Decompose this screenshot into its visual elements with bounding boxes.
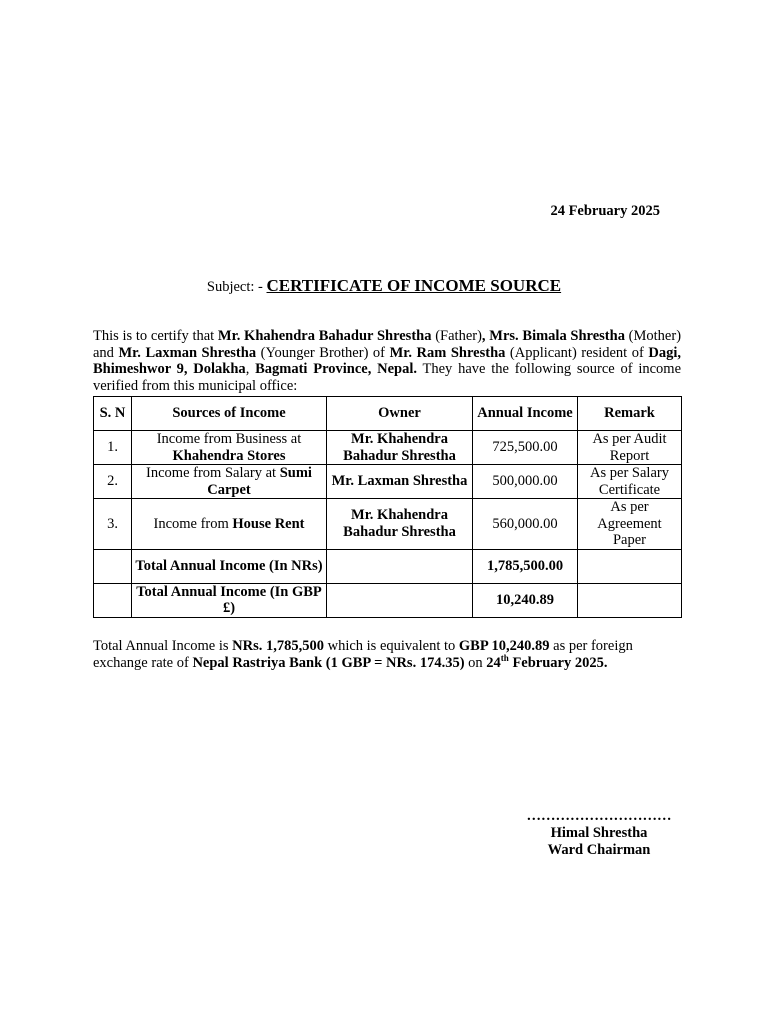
row-source (132, 499, 327, 550)
summary-text-3: as per foreign exchange rate of (93, 638, 633, 671)
summary-day-suffix: th (500, 653, 509, 664)
signatory-title: Ward Chairman (547, 842, 651, 858)
table-row (94, 465, 682, 499)
row-owner (327, 499, 473, 550)
row-source (132, 431, 327, 465)
subject-title: CERTIFICATE OF INCOME SOURCE (266, 276, 562, 295)
total-row-nrs (94, 549, 682, 583)
total-value: 1,785,500.00 (473, 549, 578, 583)
summary-text-1: Total Annual Income is (93, 638, 233, 654)
intro-comma-2: , (245, 361, 256, 377)
row-sn: 2. (94, 465, 132, 499)
subject-prefix: Subject: - (206, 279, 267, 295)
total-row-gbp (94, 583, 682, 617)
row-owner-name: Mr. Khahendra Bahadur Shrestha (343, 431, 456, 464)
row-remark: As per Audit Report (578, 431, 682, 465)
row-remark: As per Salary Certificate (578, 465, 682, 499)
header-remark: Remark (578, 397, 682, 431)
total-label: Total Annual Income (In GBP £) (132, 583, 327, 617)
summary-bank: Nepal Rastriya Bank (1 GBP = NRs. 174.35) (192, 655, 465, 671)
row-remark: As per Agreement Paper (578, 499, 682, 550)
father-relation: (Father) (431, 328, 482, 344)
summary-day: 24 (486, 655, 501, 671)
row-income: 725,500.00 (473, 431, 578, 465)
total-remark-empty (578, 583, 682, 617)
father-name: Mr. Khahendra Bahadur Shrestha (217, 328, 432, 344)
total-sn-empty (94, 549, 132, 583)
summary-text-2: which is equivalent to (323, 638, 459, 654)
address-line-2: Bagmati Province, Nepal. (255, 361, 417, 377)
mother-name: Mrs. Bimala Shrestha (489, 328, 625, 344)
table-row (94, 499, 682, 550)
mother-relation: (Mother) and (93, 328, 682, 361)
applicant-relation: (Applicant) resident of (505, 344, 649, 361)
address-line-1: Dagi, Bhimeshwor 9, Dolakha (93, 344, 681, 377)
applicant-name: Mr. Ram Shrestha (389, 344, 506, 361)
table-header-row (94, 397, 682, 431)
row-source-bold: Sumi Carpet (207, 465, 312, 498)
header-owner: Owner (327, 397, 473, 431)
summary-gbp: GBP 10,240.89 (458, 638, 550, 654)
row-source-bold: House Rent (232, 515, 305, 532)
intro-paragraph (93, 328, 681, 394)
row-sn: 3. (94, 499, 132, 550)
intro-text-2: They have the following source of income verified from this municipal office: (93, 361, 682, 394)
row-owner-name: Mr. Khahendra Bahadur Shrestha (343, 507, 456, 540)
total-owner-empty (327, 583, 473, 617)
total-label: Total Annual Income (In NRs) (132, 549, 327, 583)
intro-text-1: This is to certify that (93, 328, 218, 344)
date-day: 24 (550, 203, 565, 219)
row-source-text: Income from Salary at (146, 465, 280, 481)
subject-line (0, 276, 768, 296)
income-table (93, 396, 682, 618)
row-source-bold: Khahendra Stores (172, 447, 286, 464)
row-income: 500,000.00 (473, 465, 578, 499)
table-row (94, 431, 682, 465)
row-owner (327, 431, 473, 465)
row-source (132, 465, 327, 499)
intro-comma-1: , (481, 328, 490, 344)
date-month-year: February 2025 (568, 203, 660, 219)
signatory-name: Himal Shrestha (550, 825, 648, 841)
total-remark-empty (578, 549, 682, 583)
document-date (550, 203, 660, 220)
summary-text-4: on (464, 655, 487, 671)
signature-block (515, 808, 683, 859)
summary-month-year: February 2025. (508, 655, 608, 671)
row-income: 560,000.00 (473, 499, 578, 550)
row-source-text: Income from Business at (156, 431, 302, 447)
row-owner (327, 465, 473, 499)
signature-line: ………………………… (526, 808, 672, 824)
total-value: 10,240.89 (473, 583, 578, 617)
header-income: Annual Income (473, 397, 578, 431)
row-source-text: Income from (153, 515, 233, 532)
total-owner-empty (327, 549, 473, 583)
row-owner-name: Mr. Laxman Shrestha (331, 473, 468, 490)
brother-name: Mr. Laxman Shrestha (118, 344, 257, 361)
summary-paragraph (93, 638, 683, 672)
row-sn: 1. (94, 431, 132, 465)
brother-relation: (Younger Brother) of (256, 344, 390, 361)
total-sn-empty (94, 583, 132, 617)
header-source: Sources of Income (132, 397, 327, 431)
header-sn: S. N (94, 397, 132, 431)
summary-nrs: NRs. 1,785,500 (232, 638, 324, 654)
